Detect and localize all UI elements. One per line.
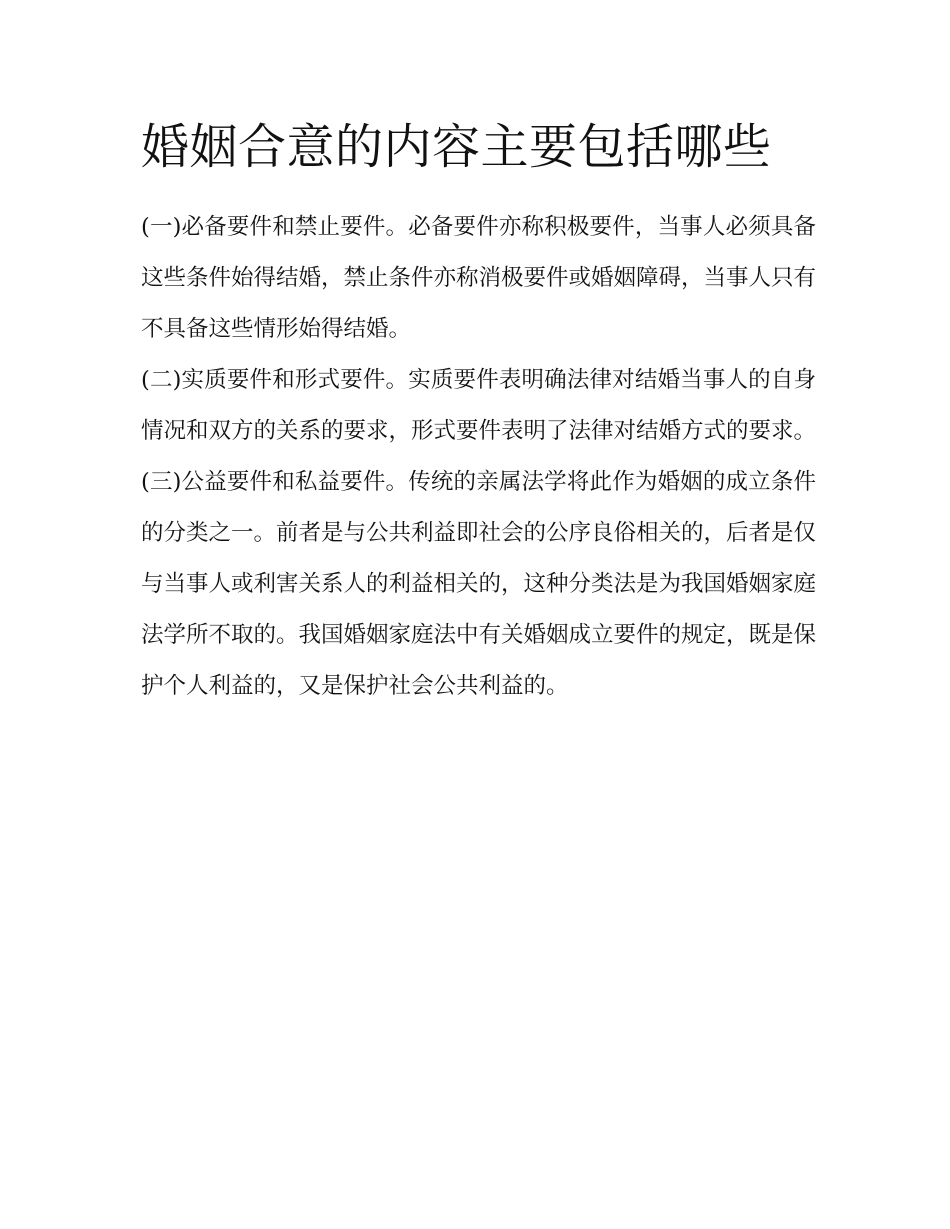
paragraph-2: (二)实质要件和形式要件。实质要件表明确法律对结婚当事人的自身情况和双方的关系的要求，形式要件表明了法律对结婚方式的要求。 (141, 367, 817, 444)
paragraph-3: (三)公益要件和私益要件。传统的亲属法学将此作为婚姻的成立条件的分类之一。前者是与公共利益即社会的公序良俗相关的，后者是仅与当事人或利害关系人的利益相关的，这种分类法是为我国婚姻家庭法学所不取的。我国婚姻家庭法中有关婚姻成立要件的规定，既是保护个人利益的，又是保护社会公共利益的。 (141, 469, 817, 699)
document-content (141, 112, 816, 712)
document-title: 婚姻合意的内容主要包括哪些 (141, 119, 772, 175)
paragraph-1: (一)必备要件和禁止要件。必备要件亦称积极要件，当事人必须具备这些条件始得结婚，禁止条件亦称消极要件或婚姻障碍，当事人只有不具备这些情形始得结婚。 (141, 214, 817, 342)
